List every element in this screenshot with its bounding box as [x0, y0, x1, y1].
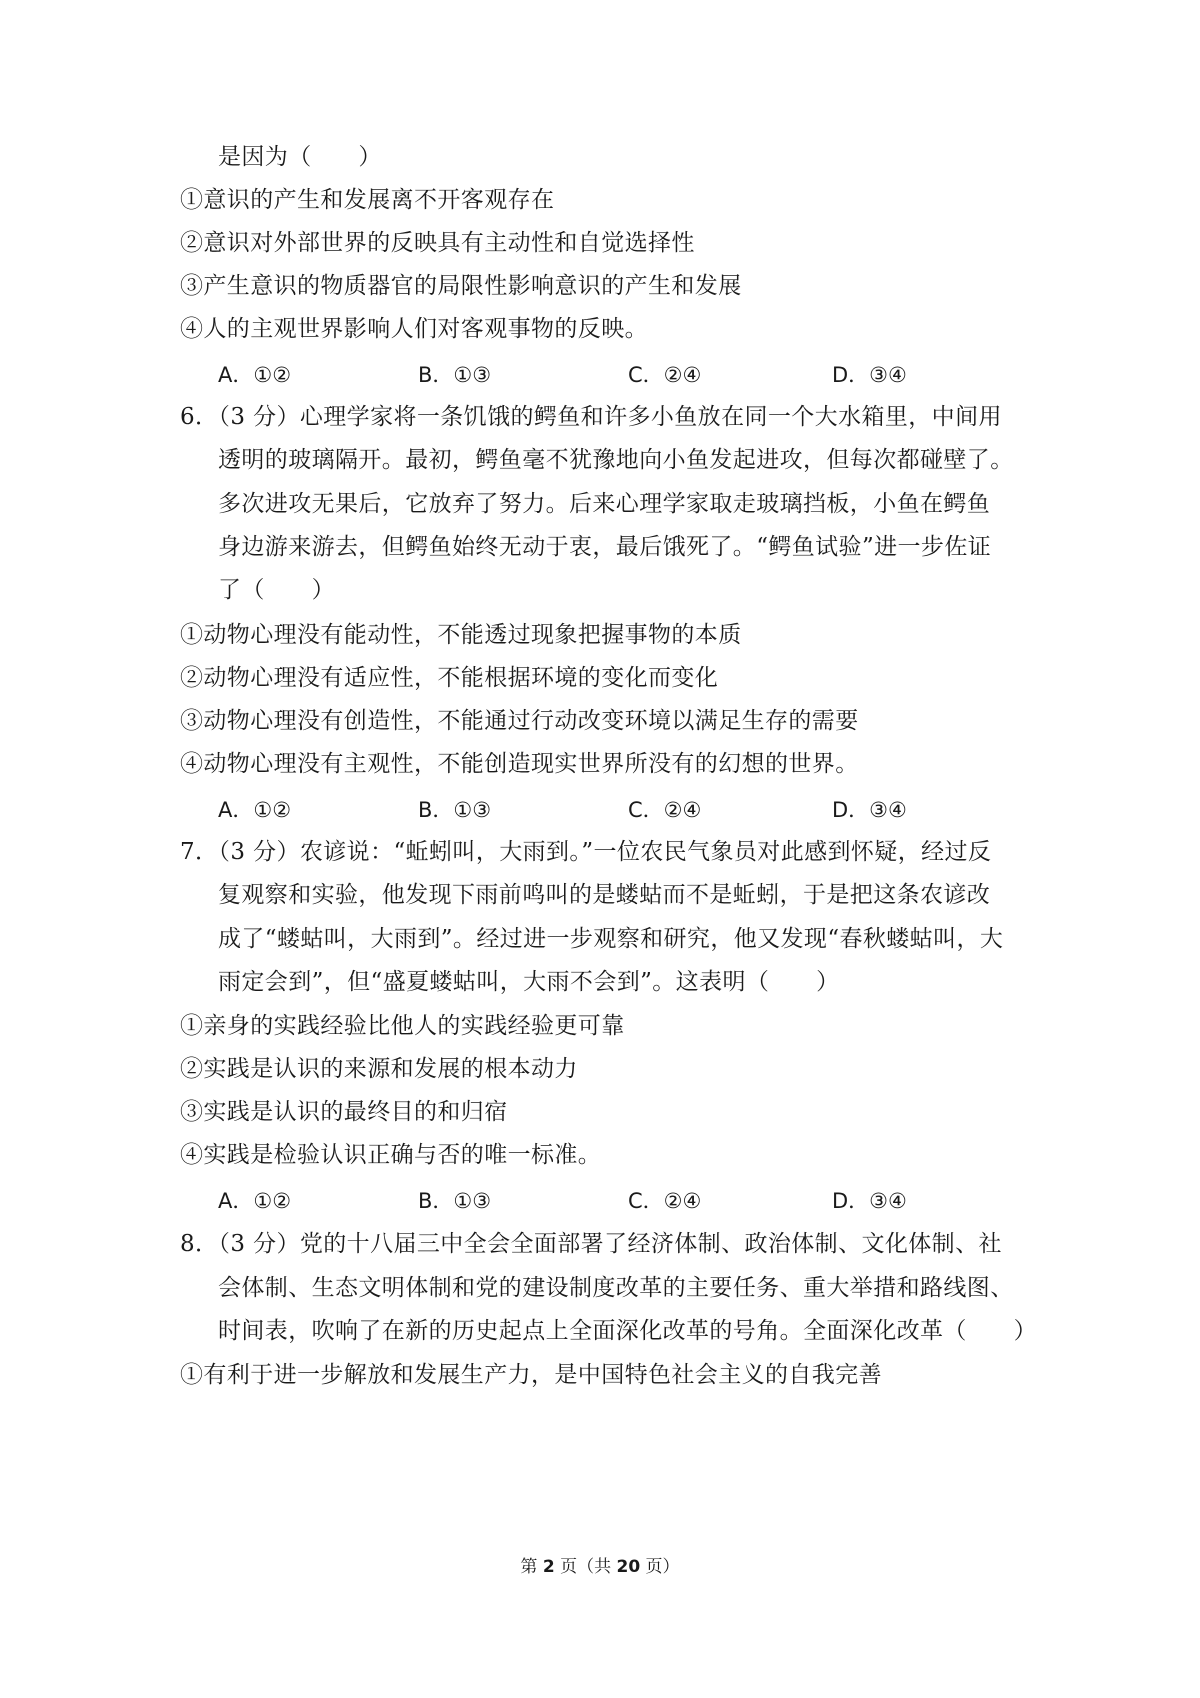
- footer-page-number: 2: [542, 1557, 555, 1577]
- q6-option-b: B．①③: [418, 798, 492, 822]
- q6-statement-1: ①动物心理没有能动性，不能透过现象把握事物的本质: [180, 622, 742, 648]
- q6-line-5: 了（ ）: [218, 577, 335, 603]
- q8-line-3: 时间表，吹响了在新的历史起点上全面深化改革的号角。全面深化改革（ ）: [218, 1318, 1037, 1344]
- q5-option-c: C．②④: [628, 363, 702, 387]
- q5-statement-4: ④人的主观世界影响人们对客观事物的反映。: [180, 316, 648, 342]
- q6-statement-2: ②动物心理没有适应性，不能根据环境的变化而变化: [180, 665, 719, 691]
- q7-statement-2: ②实践是认识的来源和发展的根本动力: [180, 1056, 578, 1082]
- footer-total-pages: 20: [616, 1557, 641, 1577]
- q6-line-1: 6．（3 分）心理学家将一条饥饿的鳄鱼和许多小鱼放在同一个大水箱里，中间用: [180, 404, 1002, 430]
- footer-suffix: 页）: [640, 1557, 680, 1577]
- q7-line-1: 7．（3 分）农谚说：“蚯蚓叫，大雨到。”一位农民气象员对此感到怀疑，经过反: [180, 839, 992, 865]
- q8-line-1: 8．（3 分）党的十八届三中全会全面部署了经济体制、政治体制、文化体制、社: [180, 1231, 1002, 1257]
- q6-line-3: 多次进攻无果后，它放弃了努力。后来心理学家取走玻璃挡板，小鱼在鳄鱼: [218, 491, 991, 517]
- q8-statement-1: ①有利于进一步解放和发展生产力，是中国特色社会主义的自我完善: [180, 1362, 882, 1388]
- q5-option-b: B．①③: [418, 363, 492, 387]
- q6-option-a: A．①②: [218, 798, 292, 822]
- q5-statement-1: ①意识的产生和发展离不开客观存在: [180, 187, 555, 213]
- q6-statement-4: ④动物心理没有主观性，不能创造现实世界所没有的幻想的世界。: [180, 751, 859, 777]
- q7-option-a: A．①②: [218, 1189, 292, 1213]
- q7-line-2: 复观察和实验，他发现下雨前鸣叫的是蝼蛄而不是蚯蚓，于是把这条农谚改: [218, 882, 991, 908]
- q6-line-2: 透明的玻璃隔开。最初，鳄鱼毫不犹豫地向小鱼发起进攻，但每次都碰壁了。: [218, 447, 1014, 473]
- q7-line-3: 成了“蝼蛄叫，大雨到”。经过进一步观察和研究，他又发现“春秋蝼蛄叫，大: [218, 926, 1004, 952]
- q6-option-d: D．③④: [832, 798, 907, 822]
- footer-middle: 页（共: [554, 1557, 617, 1577]
- q8-line-2: 会体制、生态文明体制和党的建设制度改革的主要任务、重大举措和路线图、: [218, 1275, 1014, 1301]
- q5-option-d: D．③④: [832, 363, 907, 387]
- page-footer: [0, 1555, 1200, 1579]
- q7-option-b: B．①③: [418, 1189, 492, 1213]
- q7-statement-1: ①亲身的实践经验比他人的实践经验更可靠: [180, 1013, 625, 1039]
- q7-statement-3: ③实践是认识的最终目的和归宿: [180, 1099, 508, 1125]
- q5-statement-2: ②意识对外部世界的反映具有主动性和自觉选择性: [180, 230, 695, 256]
- q7-line-4: 雨定会到”，但“盛夏蝼蛄叫，大雨不会到”。这表明（ ）: [218, 969, 840, 995]
- q5-statement-3: ③产生意识的物质器官的局限性影响意识的产生和发展: [180, 273, 742, 299]
- q6-statement-3: ③动物心理没有创造性，不能通过行动改变环境以满足生存的需要: [180, 708, 859, 734]
- q5-stem-end: 是因为（ ）: [218, 144, 382, 170]
- q5-option-a: A．①②: [218, 363, 292, 387]
- q6-line-4: 身边游来游去，但鳄鱼始终无动于衷，最后饿死了。“鳄鱼试验”进一步佐证: [218, 534, 992, 560]
- q6-option-c: C．②④: [628, 798, 702, 822]
- footer-prefix: 第: [520, 1557, 543, 1577]
- q7-option-d: D．③④: [832, 1189, 907, 1213]
- q7-statement-4: ④实践是检验认识正确与否的唯一标准。: [180, 1142, 602, 1168]
- q7-option-c: C．②④: [628, 1189, 702, 1213]
